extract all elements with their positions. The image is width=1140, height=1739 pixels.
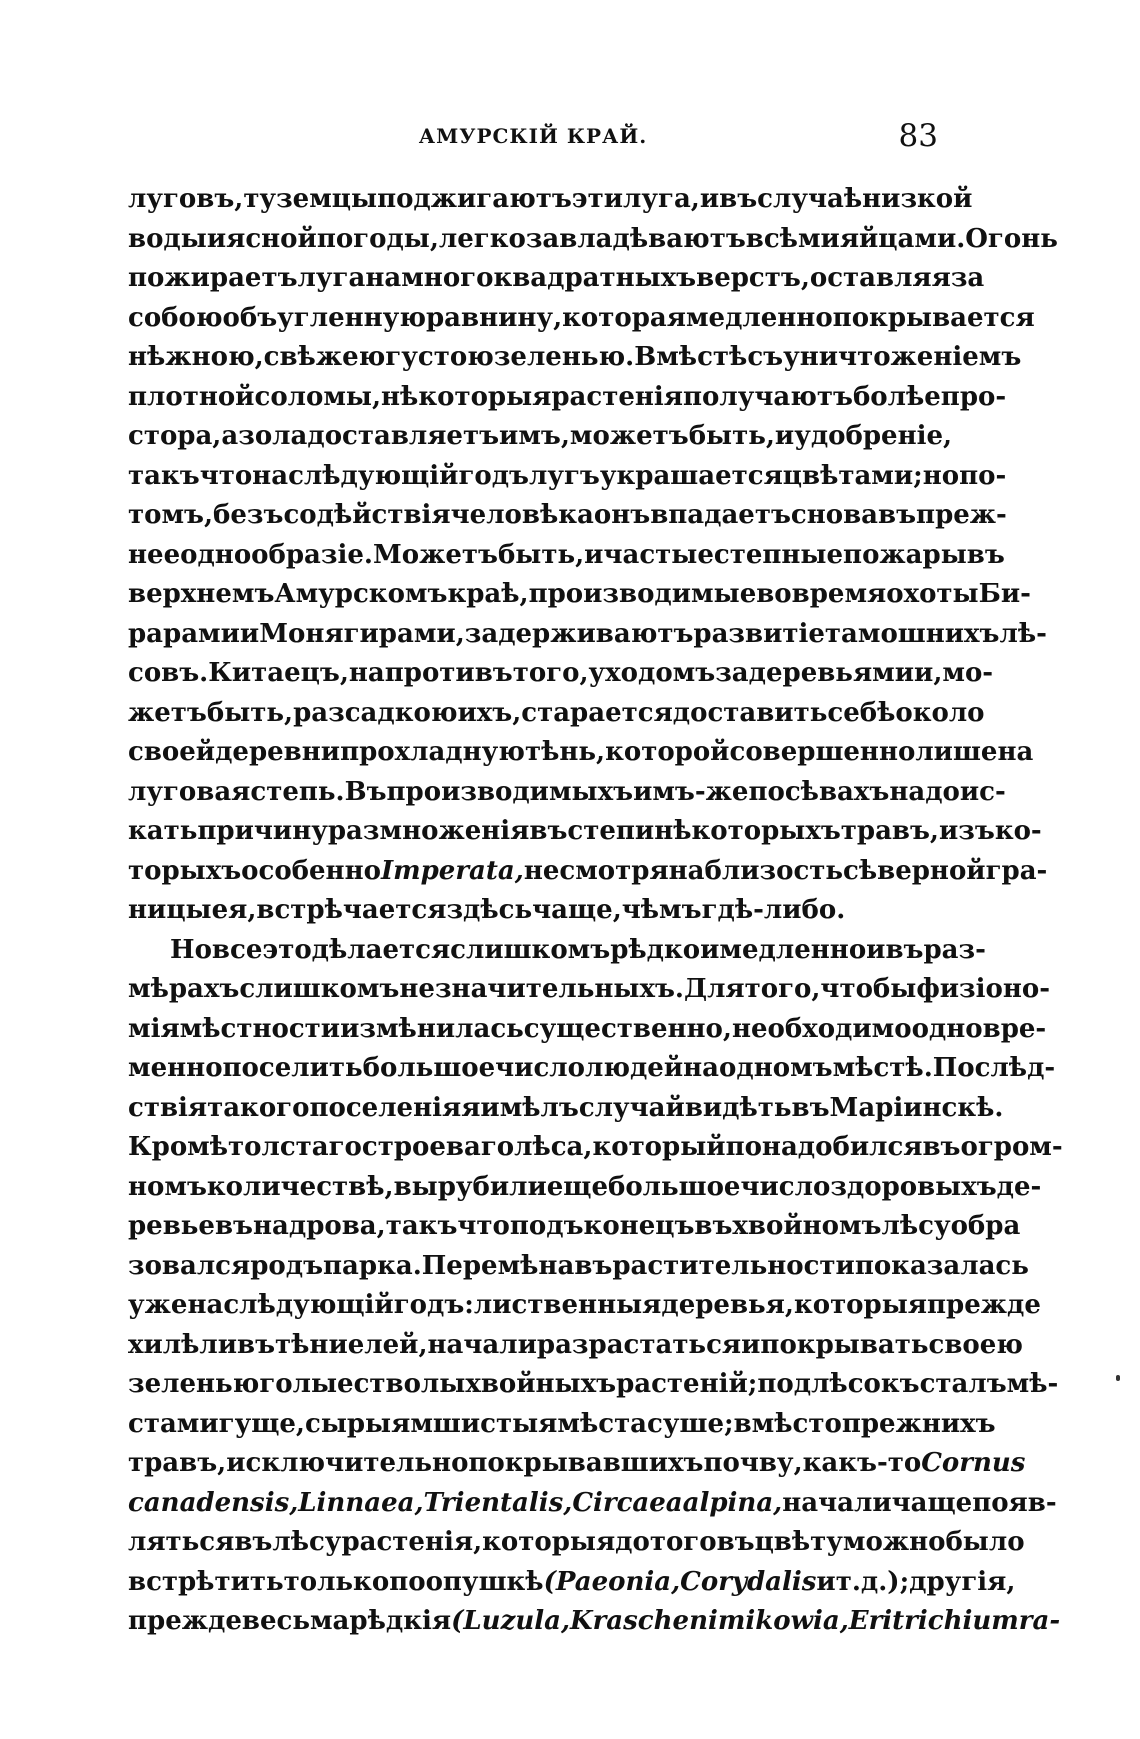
body-text — [128, 180, 1063, 1642]
text-line: рарами и Монягирами, задерживаютъ развитіе тамошнихъ лѣ- — [128, 618, 1047, 649]
text-line: собою объугленную равнину, которая медленно покрывается — [128, 302, 1035, 333]
text-line: кать причину размноженія въ степи нѣкоторыхъ травъ, изъ ко- — [128, 816, 1042, 846]
text-line: верхнемъ Амурскомъ краѣ, производимые во время охоты Би- — [128, 579, 1031, 609]
text-line: своей деревни прохладную тѣнь, которой совершенно лишена — [128, 737, 1034, 767]
text-line: плотной соломы, нѣкоторыя растенія получаютъ болѣе про- — [128, 381, 1007, 412]
text-line: нѣжною, свѣжею густою зеленью. Вмѣстѣ съ уничтоженіемъ — [128, 342, 1022, 372]
text-line: торыхъ особенно Imperata, не смотря на близость сѣверной гра- — [128, 855, 1048, 886]
text-line: мія мѣстности измѣнилась существенно, необходимо одновре- — [128, 1013, 1047, 1044]
text-line: зеленью голые стволы хвойныхъ растеній; подлѣсокъ сталъ мѣ- — [128, 1369, 1059, 1399]
text-line: нее однообразіе. Можетъ быть, и частые степные пожары въ — [128, 539, 1005, 570]
text-line: луговая степь. Въ производимыхъ имъ-же посѣвахъ надо ис- — [128, 776, 1006, 807]
text-line: луговъ, туземцы поджигаютъ эти луга, и въ случаѣ низкой — [128, 184, 973, 214]
paragraph-1 — [128, 180, 1058, 931]
text-line: травъ, исключительно покрывавшихъ почву, какъ-то Cornus — [128, 1448, 1026, 1478]
text-line: Кромѣ толстаго строеваго лѣса, который понадобился въ огром- — [128, 1132, 1063, 1162]
text-line: совъ. Китаецъ, напротивъ того, уходомъ за деревьями и, мо- — [128, 658, 994, 688]
text-line: жетъ быть, разсадкою ихъ, старается доставить себѣ около — [128, 697, 985, 728]
text-line: ляться въ лѣсу растенія, которыя до того въ цвѣту можно было — [128, 1527, 1025, 1557]
text-line: ницы ея, встрѣчается здѣсь чаще, чѣмъ гдѣ-либо. — [128, 895, 846, 925]
print-speck — [1116, 1375, 1120, 1381]
page-header — [128, 118, 938, 158]
text-line: зовался родъ парка. Перемѣна въ растительности показалась — [128, 1250, 1029, 1281]
text-line: ствія такого поселенія я имѣлъ случай видѣть въ Маріинскѣ. — [128, 1092, 1004, 1123]
text-line: мѣрахъ слишкомъ незначительныхъ. Для того, чтобы физіоно- — [128, 974, 1051, 1004]
text-line: менно поселить большое число людей на одномъ мѣстѣ. Послѣд- — [128, 1053, 1056, 1083]
text-line: стора, а зола доставляетъ имъ, можетъ быть, и удобреніе, — [128, 421, 953, 451]
text-line: уже на слѣдующій годъ: лиственныя деревья, которыя прежде — [128, 1290, 1041, 1320]
text-line: Но все это дѣлается слишкомъ рѣдко и медленно и въ раз- — [170, 934, 986, 965]
text-line: хилѣли въ тѣни елей, начали разрастаться и покрывать своею — [128, 1329, 1023, 1360]
text-line: прежде весьма рѣдкія (Luzula, Kraschenimikowia, Eritrichium ra- — [128, 1606, 1061, 1636]
text-line: пожираетъ луга на много квадратныхъ верстъ, оставляя за — [128, 263, 985, 293]
text-line: томъ, безъ содѣйствія человѣка онъ впадаетъ снова въ преж- — [128, 500, 1007, 530]
text-line: стами гуще, сырыя мшистыя мѣста суше; вмѣсто прежнихъ — [128, 1408, 996, 1439]
text-line: номъ количествѣ, вырубили еще большое число здоровыхъ де- — [128, 1171, 1042, 1202]
text-line: встрѣтить только по опушкѣ (Paeonia, Corydalis и т. д.); другія, — [128, 1566, 1016, 1597]
text-line: canadensis, Linnaea, Trientalis, Circaea alpina, начали чаще появ- — [128, 1487, 1057, 1518]
text-line: воды и ясной погоды, легко завладѣваютъ всѣми яйцами. Огонь — [128, 223, 1058, 254]
text-line: ревьевъ на дрова, такъ что подъ конецъ въ хвойномъ лѣсу обра — [128, 1211, 1021, 1241]
running-title: АМУРСКІЙ КРАЙ. — [418, 124, 648, 148]
paragraph-2 — [128, 931, 1063, 1642]
text-line: такъ что на слѣдующій годъ лугъ украшается цвѣтами; но по- — [128, 460, 1007, 491]
page-number: 83 — [898, 118, 938, 154]
